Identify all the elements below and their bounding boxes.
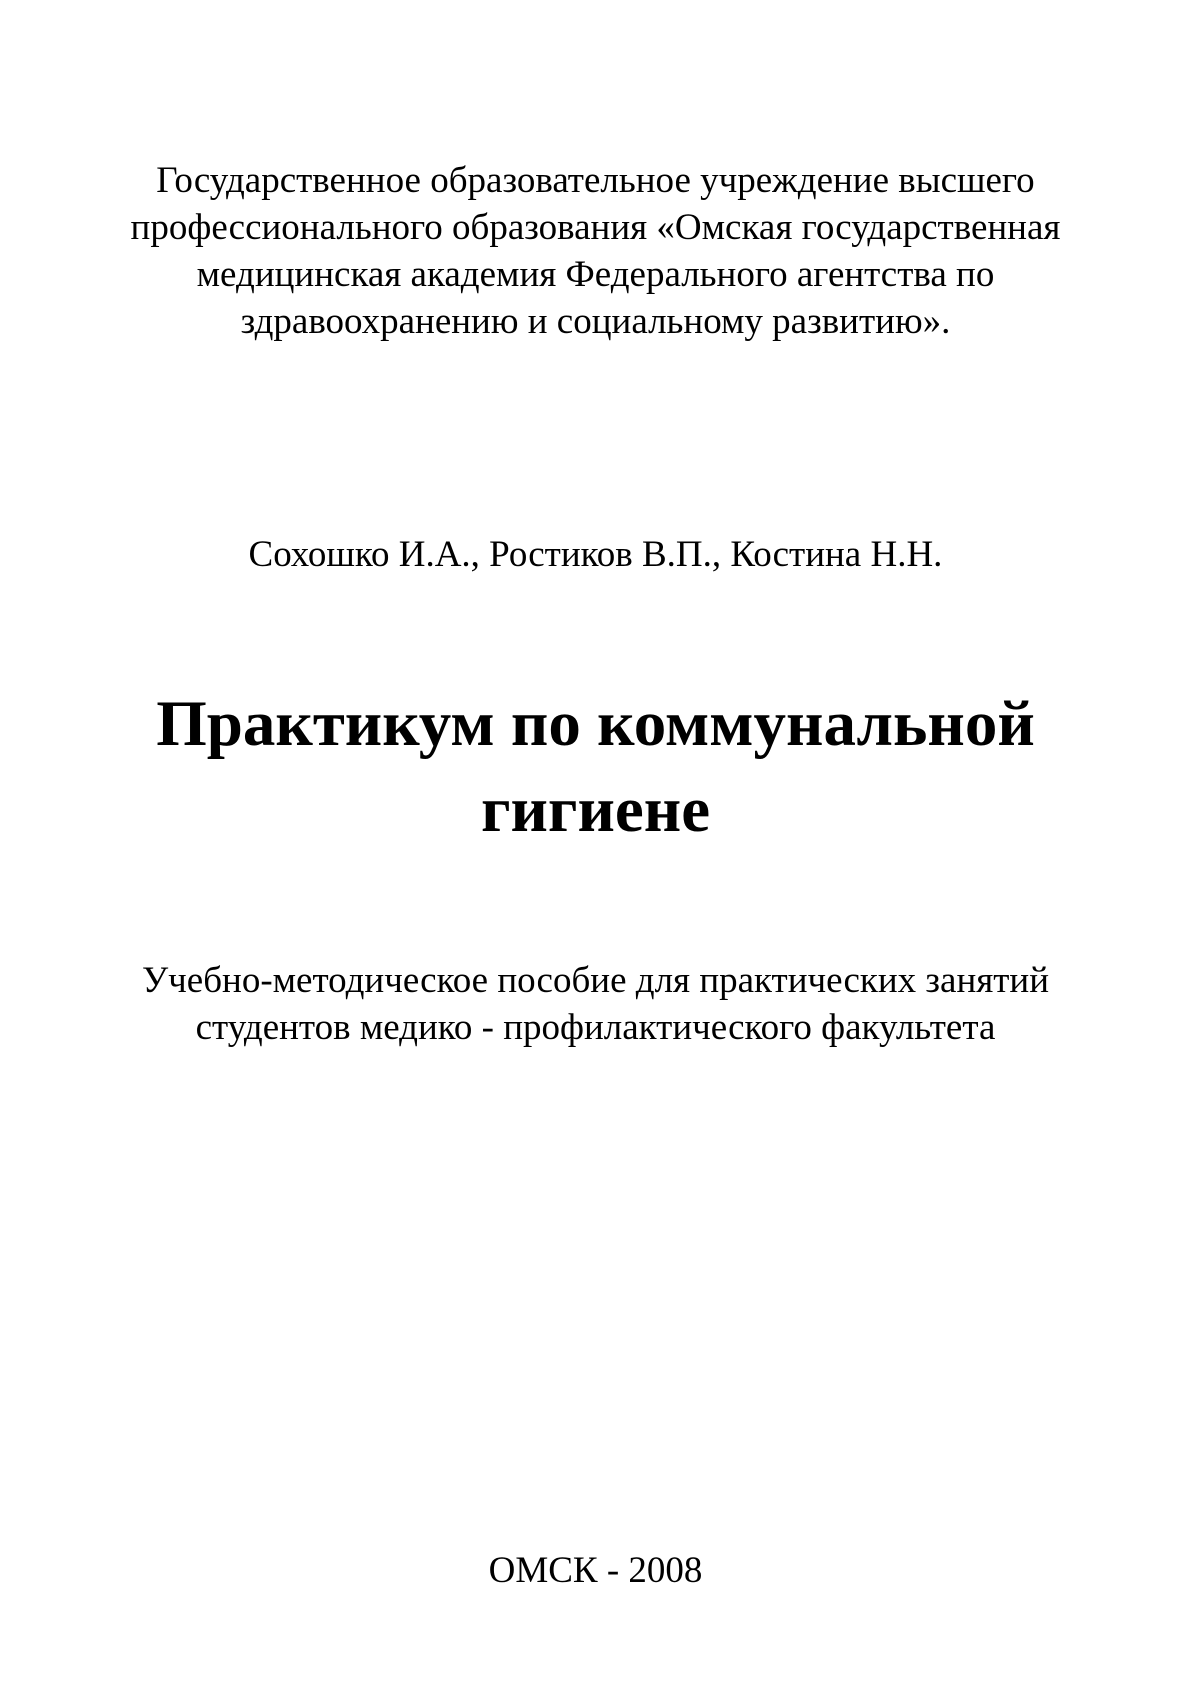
institution-line: здравоохранению и социальному развитию».	[240, 301, 951, 342]
subtitle-line: студентов медико - профилактического факультета	[195, 1007, 996, 1048]
institution-line: медицинская академия Федерального агентства по	[196, 254, 995, 295]
document-title	[0, 681, 1191, 853]
authors	[0, 531, 1191, 578]
title-line: Практикум по коммунальной	[156, 688, 1035, 760]
city-year	[0, 1547, 1191, 1594]
subtitle-line: Учебно-методическое пособие для практических занятий	[141, 960, 1050, 1001]
city-year-line: ОМСК - 2008	[488, 1550, 703, 1591]
document-subtitle	[0, 957, 1191, 1051]
institution-line: профессионального образования «Омская государственная	[130, 207, 1061, 248]
institution-line: Государственное образовательное учреждение высшего	[156, 160, 1035, 201]
title-line: гигиене	[480, 774, 711, 846]
authors-line: Сохошко И.А., Ростиков В.П., Костина Н.Н.	[248, 534, 943, 575]
institution-name	[0, 157, 1191, 345]
